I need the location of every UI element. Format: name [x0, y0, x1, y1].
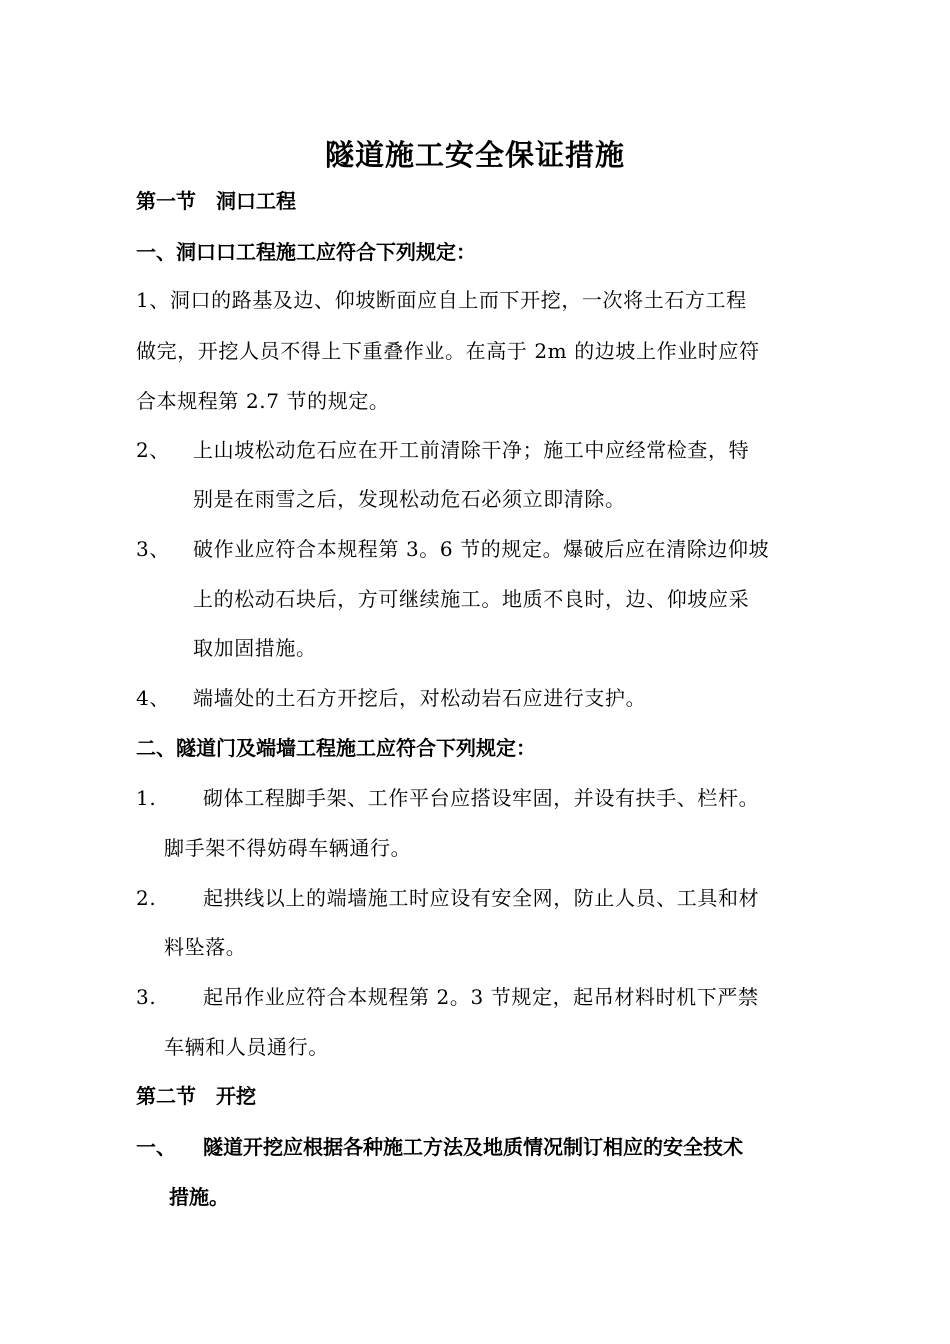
list-number: 3.	[136, 985, 157, 1009]
paragraph-line: 料坠落。	[164, 935, 247, 959]
paragraph-line: 砌体工程脚手架、工作平台应搭设牢固，并设有扶手、栏杆。	[203, 786, 760, 810]
list-number: 3、	[136, 537, 170, 561]
list-number: 一、	[136, 1135, 176, 1159]
section-heading: 第二节 开挖	[136, 1084, 256, 1108]
subsection-heading: 一、洞口口工程施工应符合下列规定：	[136, 240, 476, 264]
page-title: 隧道施工安全保证措施	[324, 138, 625, 172]
paragraph-line: 破作业应符合本规程第 3。6 节的规定。爆破后应在清除边仰坡	[193, 537, 770, 561]
paragraph-line: 隧道开挖应根据各种施工方法及地质情况制订相应的安全技术	[203, 1135, 743, 1159]
paragraph-line: 上山坡松动危石应在开工前清除干净；施工中应经常检查，特	[193, 438, 750, 462]
paragraph-line: 1、洞口的路基及边、仰坡断面应自上而下开挖，一次将土石方工程	[136, 288, 747, 312]
paragraph-line: 起吊作业应符合本规程第 2。3 节规定，起吊材料时机下严禁	[203, 985, 759, 1009]
paragraph-line: 别是在雨雪之后，发现松动危石必须立即清除。	[193, 487, 626, 511]
paragraph-line: 车辆和人员通行。	[164, 1035, 329, 1059]
paragraph-line: 起拱线以上的端墙施工时应设有安全网，防止人员、工具和材	[203, 886, 760, 910]
paragraph-line: 合本规程第 2.7 节的规定。	[136, 389, 390, 413]
paragraph-line: 端墙处的土石方开挖后，对松动岩石应进行支护。	[193, 686, 647, 710]
paragraph-line: 措施。	[169, 1185, 229, 1209]
paragraph-line: 取加固措施。	[193, 636, 317, 660]
paragraph-line: 脚手架不得妨碍车辆通行。	[164, 836, 412, 860]
list-number: 2、	[136, 438, 170, 462]
section-heading: 第一节 洞口工程	[136, 189, 296, 213]
list-number: 2.	[136, 886, 157, 910]
list-number: 4、	[136, 686, 170, 710]
list-number: 1.	[136, 786, 157, 810]
paragraph-line: 上的松动石块后，方可继续施工。地质不良时，边、仰坡应采	[193, 587, 750, 611]
subsection-heading: 二、隧道门及端墙工程施工应符合下列规定：	[136, 736, 536, 760]
paragraph-line: 做完，开挖人员不得上下重叠作业。在高于 2m 的边坡上作业时应符	[136, 339, 760, 363]
